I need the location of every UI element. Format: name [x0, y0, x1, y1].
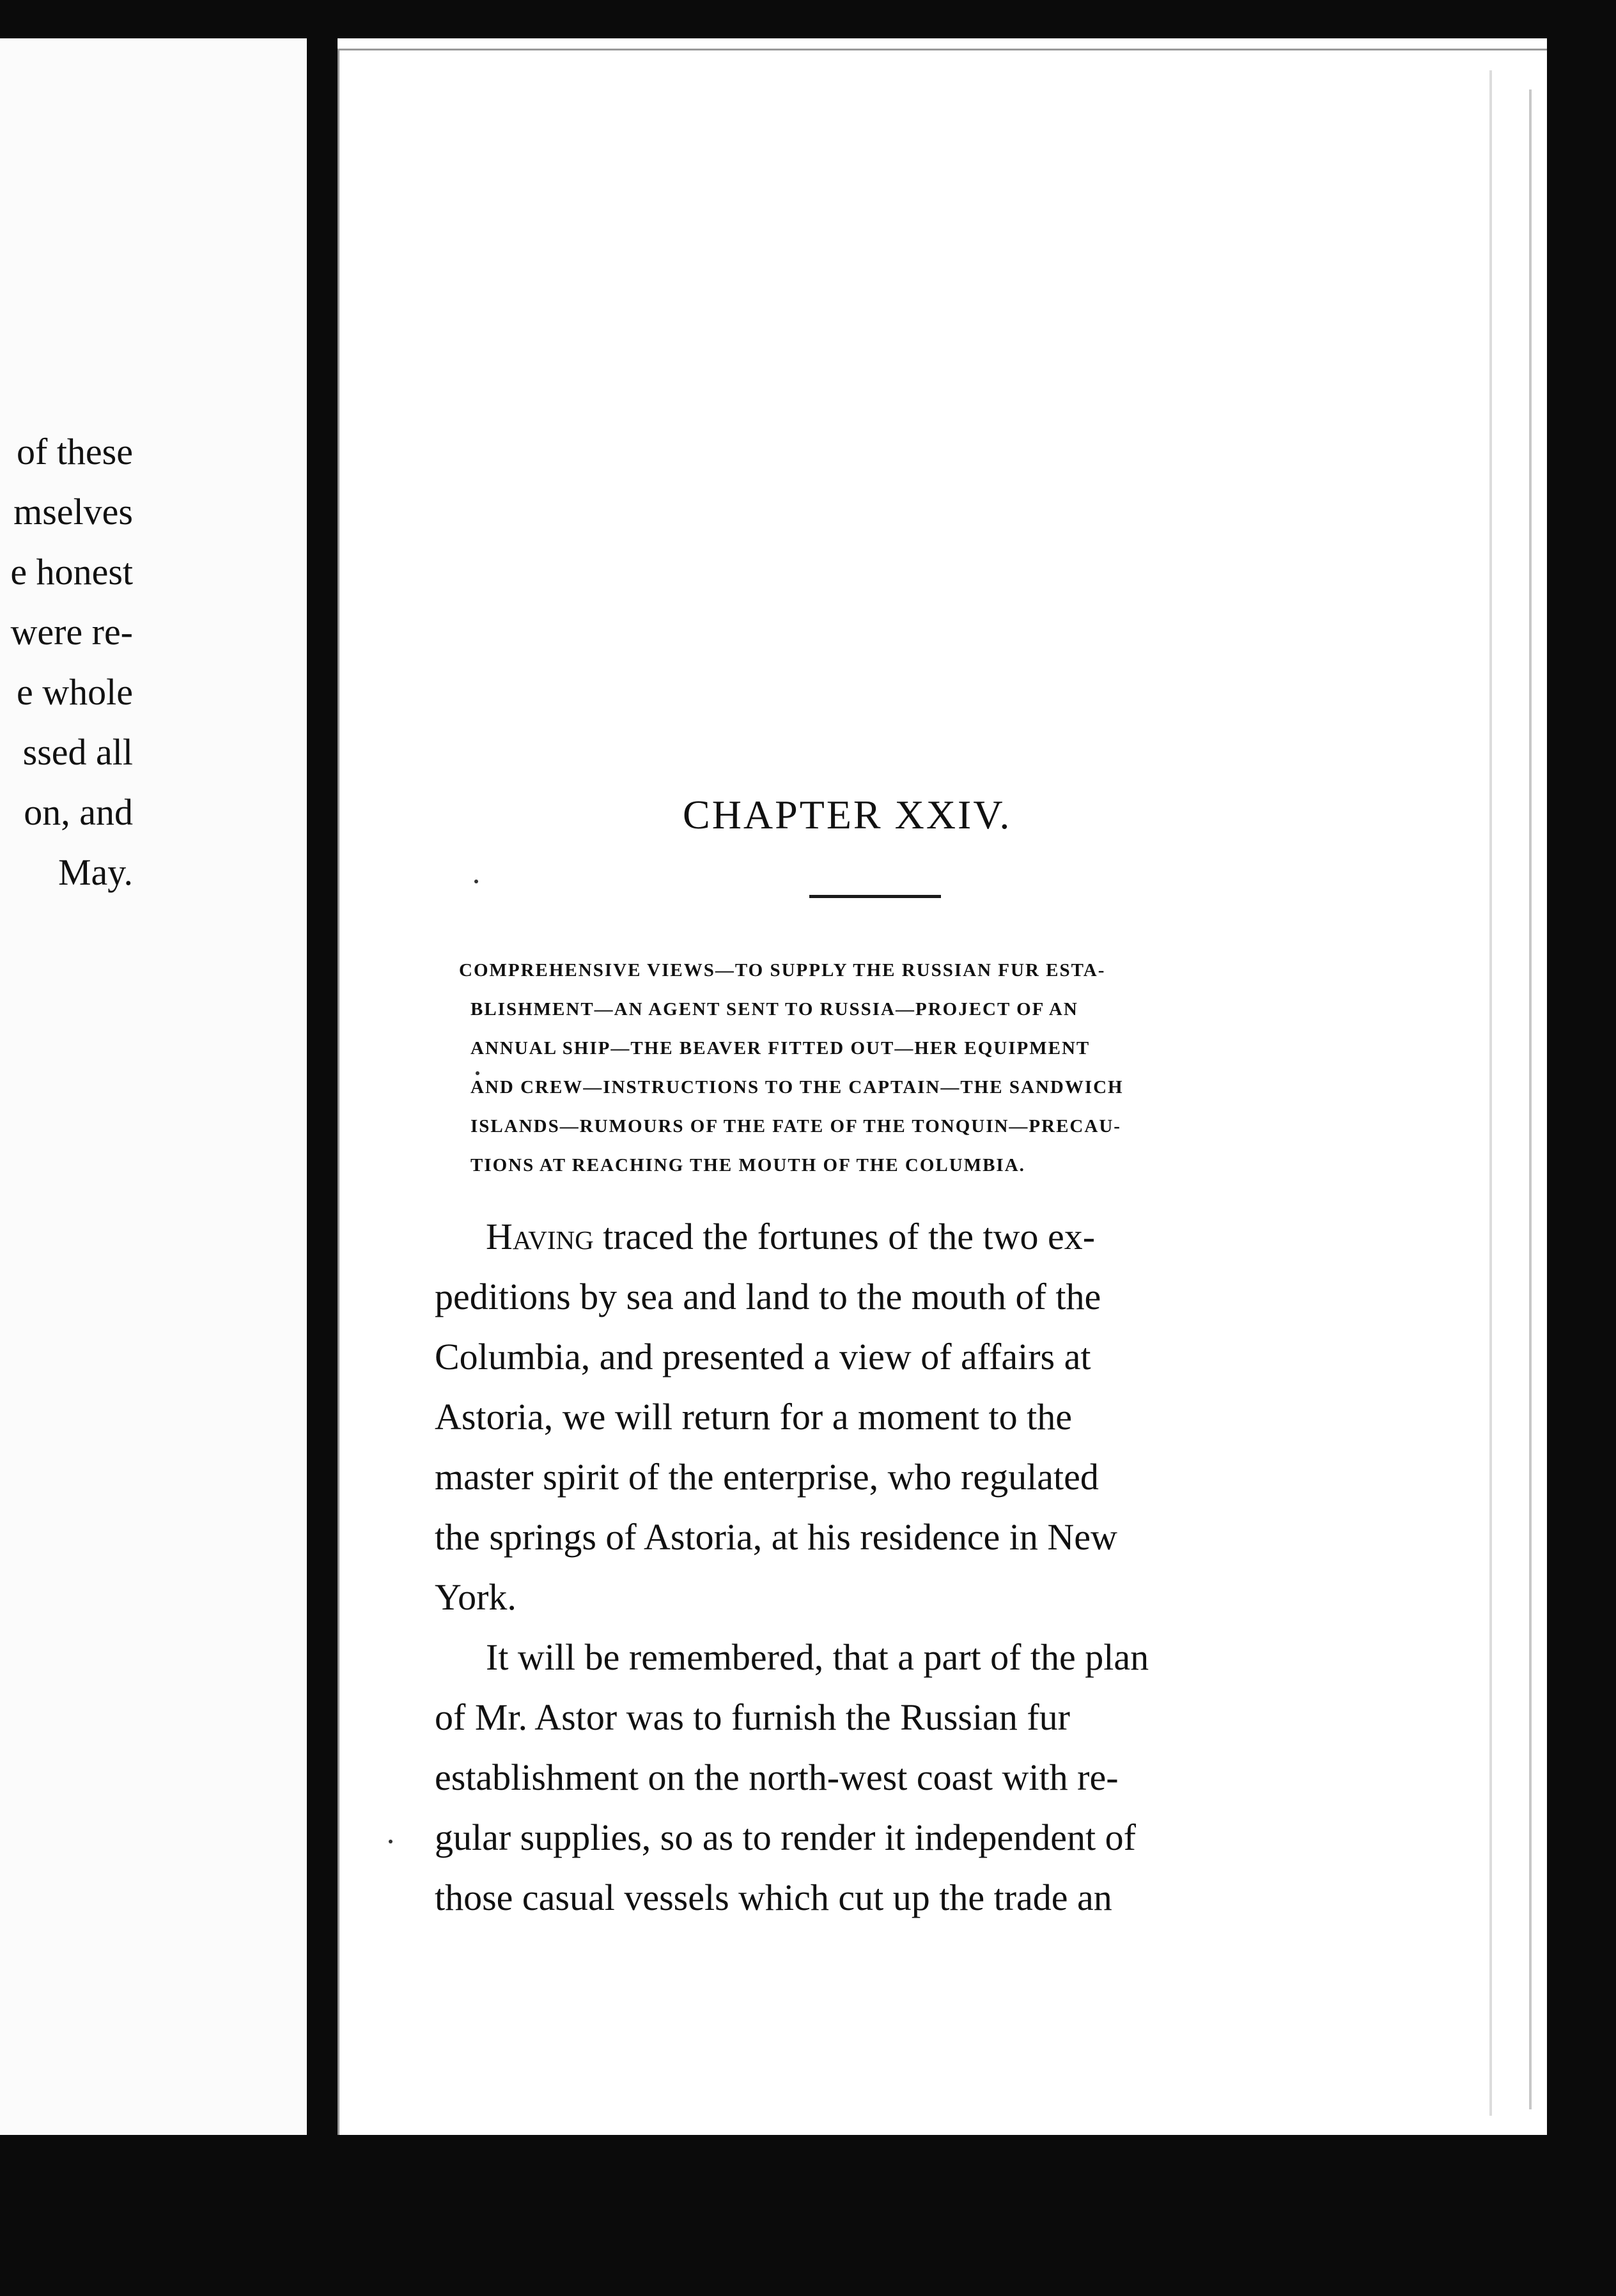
scan-speck	[474, 880, 478, 883]
left-page-line: were re-	[10, 611, 133, 653]
body-text	[435, 1207, 1253, 1928]
body-line: those casual vessels which cut up the trade an	[435, 1877, 1112, 1918]
left-page-line: mselves	[13, 491, 133, 532]
left-facing-page	[0, 38, 309, 2135]
page-edge	[1489, 70, 1492, 2116]
left-page-line: on, and	[24, 791, 133, 833]
body-line: York.	[435, 1576, 517, 1618]
summary-line: ANNUAL SHIP—THE BEAVER FITTED OUT—HER EQUIPMENT	[470, 1038, 1091, 1059]
body-line: gular supplies, so as to render it independent of	[435, 1817, 1136, 1858]
summary-line: TIONS AT REACHING THE MOUTH OF THE COLUMBIA.	[470, 1155, 1025, 1175]
title-rule	[809, 895, 941, 898]
body-line: establishment on the north-west coast with re-	[435, 1757, 1119, 1798]
summary-line: AND CREW—INSTRUCTIONS TO THE CAPTAIN—THE SANDWICH	[470, 1077, 1124, 1098]
left-page-line: e whole	[17, 671, 133, 713]
body-line: Columbia, and presented a view of affairs at	[435, 1336, 1091, 1377]
summary-line: ISLANDS—RUMOURS OF THE FATE OF THE TONQUIN—PRECAU-	[470, 1116, 1121, 1136]
paragraph-first-line	[435, 1207, 1253, 1267]
body-line: of Mr. Astor was to furnish the Russian fur	[435, 1696, 1070, 1738]
left-page-line: May.	[58, 851, 133, 893]
chapter-summary	[459, 951, 1266, 1185]
scanner-background-right	[1547, 0, 1616, 2296]
chapter-title: CHAPTER XXIV.	[683, 792, 1012, 837]
scanner-background-top	[0, 0, 1616, 38]
scanner-background-bottom	[0, 2135, 1616, 2296]
summary-line: COMPREHENSIVE VIEWS—TO SUPPLY THE RUSSIAN FUR ESTA-	[459, 960, 1106, 981]
body-line: master spirit of the enterprise, who regulated	[435, 1456, 1099, 1498]
body-line: It will be remembered, that a part of the plan	[486, 1636, 1149, 1678]
summary-line: BLISHMENT—AN AGENT SENT TO RUSSIA—PROJECT OF AN	[470, 999, 1078, 1020]
left-page-line: of these	[17, 431, 133, 472]
body-line: Astoria, we will return for a moment to the	[435, 1396, 1073, 1438]
body-line: peditions by sea and land to the mouth of the	[435, 1276, 1101, 1317]
left-page-line: e honest	[10, 551, 133, 593]
lead-word: Having	[486, 1216, 594, 1257]
left-page-text	[10, 422, 133, 903]
page-edge	[1529, 89, 1532, 2109]
scanner-gutter	[307, 0, 338, 2296]
body-line: the springs of Astoria, at his residence in New	[435, 1516, 1117, 1558]
scan-speck	[389, 1840, 392, 1843]
scan-speck	[476, 1071, 479, 1075]
left-page-line: ssed all	[22, 731, 133, 773]
line-rest: traced the fortunes of the two ex-	[593, 1216, 1096, 1257]
